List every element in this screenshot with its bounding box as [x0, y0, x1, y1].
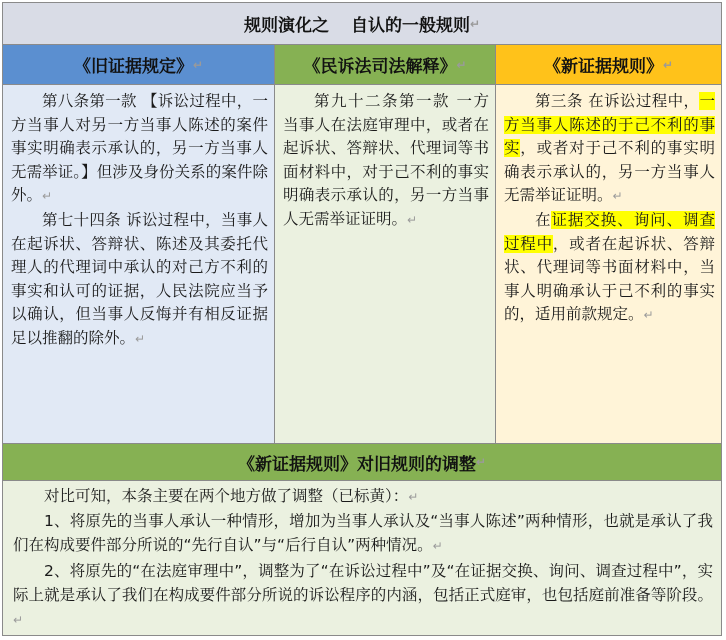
- column-old-rules: [3, 85, 275, 443]
- column-new-rules: [496, 85, 721, 443]
- old-article-8: 第八条第一款 【诉讼过程中，一方当事人对另一方当事人陈述的案件事实明确表示承认的，另一方当事人无需举证。】但涉及身份关系的案件除外。↵: [11, 92, 268, 205]
- table-title: [3, 3, 721, 45]
- new-article-3-para-1: 第三条 在诉讼过程中，一方当事人陈述的于己不利的事实，或者对于己不利的事实明确表示承认的，另一方当事人无需举证证明。↵: [504, 92, 715, 205]
- highlight-party-statement: 一方当事人陈述的于己不利的事实: [504, 92, 715, 158]
- comparison-table: [2, 2, 722, 636]
- header-new-rules: 《新证据规则》 ↵: [496, 45, 721, 85]
- column-judicial-interpretation: [275, 85, 496, 443]
- new-article-3-para-2: 在证据交换、询问、调查过程中，或者在起诉状、答辩状、代理词等书面材料中，当事人明确承认于己不利的事实的，适用前款规定。↵: [504, 210, 715, 324]
- header-old-rules: 《旧证据规定》 ↵: [3, 45, 275, 85]
- header-judicial-interpretation: 《民诉法司法解释》 ↵: [275, 45, 496, 85]
- title-part-a: 规则演化之: [243, 16, 329, 36]
- old-article-74: 第七十四条 诉讼过程中，当事人在起诉状、答辩状、陈述及其委托代理人的代理词中承认的对己方不利的事实和认可的证据，人民法院应当予以确认，但当事人反悔并有相反证据足以推翻的除外。↵: [11, 210, 268, 347]
- summary-intro: 对比可知，本条主要在两个地方做了调整（已标黄）：↵: [44, 487, 419, 505]
- title-part-b: 自认的一般规则: [350, 16, 470, 36]
- highlight-evidence-exchange: 证据交换、询问、调查过程中: [504, 210, 715, 253]
- judicial-article-92: 第九十二条第一款 一方当事人在法庭审理中，或者在起诉状、答辩状、代理词等书面材料中，对于己不利的事实明确表示承认的，另一方当事人无需举证证明。↵: [283, 92, 489, 228]
- summary-point-2: 2、将原先的“在法庭审理中”，调整为了“在诉讼过程中”及“在证据交换、询问、调查过程中”，实际上就是承认了我们在构成要件部分所说的诉讼程序的内涵，包括正式庭审，也包括庭前准备等阶段。↵: [13, 561, 713, 628]
- paragraph-mark: ↵: [469, 16, 481, 31]
- summary-block: [3, 481, 721, 635]
- section-title-adjustments: 《新证据规则》对旧规则的调整 ↵: [3, 443, 721, 481]
- summary-point-1: 1、将原先的当事人承认一种情形，增加为当事人承认及“当事人陈述”两种情形，也就是承认了我们在构成要件部分所说的“先行自认”与“后行自认”两种情况。↵: [13, 512, 713, 555]
